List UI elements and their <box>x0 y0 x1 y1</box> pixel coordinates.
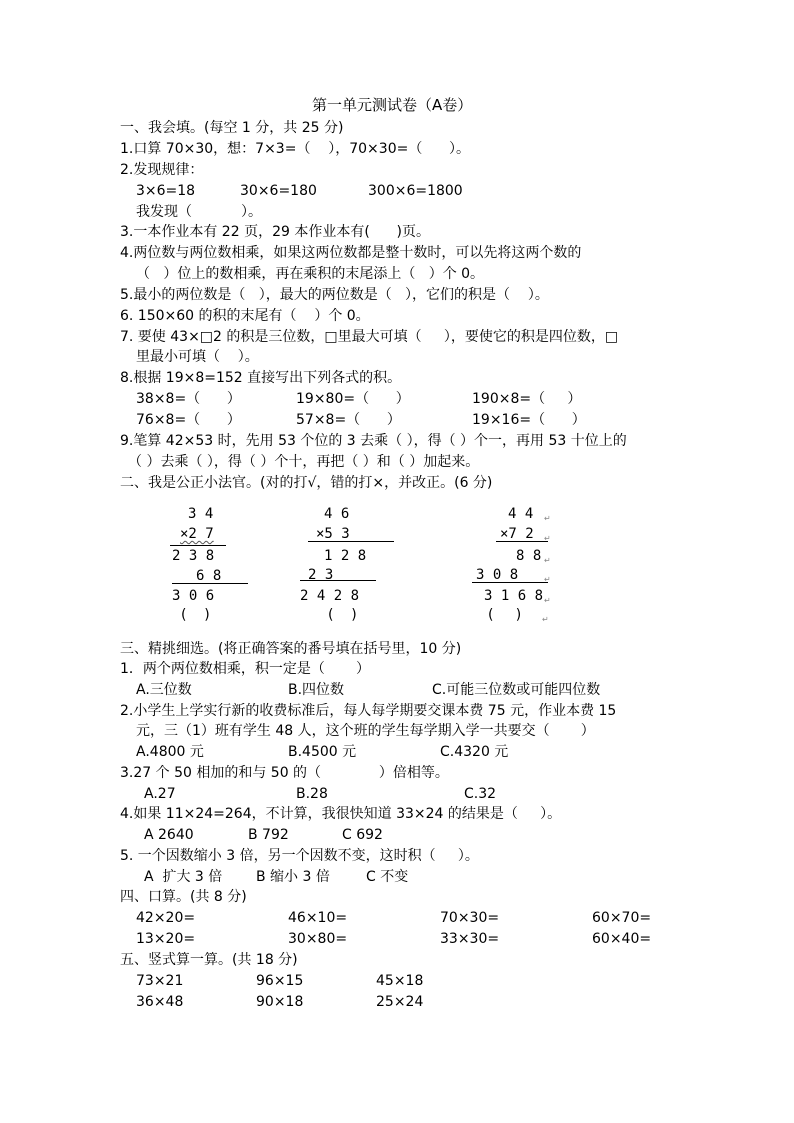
s1-q6: 6. 150×60 的积的末尾有（ ）个 0。 <box>120 308 370 324</box>
s3-q2-option-c: C.4320 元 <box>440 744 509 760</box>
s1-q2: 2.发现规律： <box>120 162 204 178</box>
calc-1-partial-2: 6 8 <box>196 568 222 584</box>
s1-q4-line1: 4.两位数与两位数相乘，如果这两位数都是整十数时，可以先将这两个数的 <box>120 245 582 261</box>
s1-q8-item: 19×16=（ ） <box>472 412 586 428</box>
s1-q8: 8.根据 19×8=152 直接写出下列各式的积。 <box>120 370 402 386</box>
calc-1-multiplicand: 3 4 <box>188 506 214 522</box>
s3-q2-option-a: A.4800 元 <box>136 744 204 760</box>
s3-q2-line2: 元，三（1）班有学生 48 人，这个班的学生每学期入学一共要交（ ） <box>136 723 595 739</box>
s3-q4-option-c: C 692 <box>342 827 383 843</box>
s5-item: 25×24 <box>376 994 424 1010</box>
calc-2-multiplicand: 4 6 <box>324 506 350 522</box>
s1-q2-pattern-a: 3×6=18 <box>136 183 196 199</box>
calc-1-partial-1: 2 3 8 <box>172 548 215 564</box>
s1-q8-item: 19×80=（ ） <box>296 391 410 407</box>
s3-q4: 4.如果 11×24=264，不计算，我很快知道 33×24 的结果是（ ）。 <box>120 806 562 822</box>
calc-2-partial-2: 2 3 <box>308 567 334 583</box>
s5-item: 73×21 <box>136 973 184 989</box>
s1-q5: 5.最小的两位数是（ ），最大的两位数是（ ），它们的积是（ ）。 <box>120 287 549 303</box>
s3-q1-option-c: C.可能三位数或可能四位数 <box>432 682 601 698</box>
paragraph-mark-icon: ↵ <box>544 596 551 605</box>
s1-q9-line1: 9.笔算 42×53 时，先用 53 个位的 3 去乘（ ），得（ ）个一，再用 53 十位上的 <box>120 433 627 449</box>
section-5-heading: 五、竖式算一算。(共 18 分) <box>120 952 298 968</box>
calc-1-line-2 <box>172 583 248 584</box>
s3-q2-option-b: B.4500 元 <box>288 744 357 760</box>
page-title: 第一单元测试卷（A卷） <box>312 96 473 114</box>
s5-item: 36×48 <box>136 994 184 1010</box>
paragraph-mark-icon: ↵ <box>544 534 551 543</box>
calc-1-product: 3 0 6 <box>172 588 215 604</box>
s4-item: 33×30= <box>440 931 500 947</box>
s1-q7-line2: 里最小可填（ ）。 <box>136 349 259 365</box>
s5-item: 45×18 <box>376 973 424 989</box>
s1-q3: 3.一本作业本有 22 页，29 本作业本有( )页。 <box>120 224 430 240</box>
s3-q1: 1．两个两位数相乘，积一定是（ ） <box>120 661 371 677</box>
s3-q5-option-c: C 不变 <box>366 869 409 885</box>
calc-3-multiplier: ×7 2 <box>500 526 534 542</box>
s1-q8-item: 38×8=（ ） <box>136 391 241 407</box>
calc-2-product: 2 4 2 8 <box>300 588 360 604</box>
s3-q4-option-b: B 792 <box>248 827 289 843</box>
calc-3-line-1 <box>496 541 548 542</box>
s3-q4-option-a: A 2640 <box>144 827 194 843</box>
calc-3-judge-blank: ( ) <box>488 607 522 623</box>
calc-2-line-2 <box>300 580 376 581</box>
calc-2-partial-1: 1 2 8 <box>324 548 367 564</box>
s3-q1-option-b: B.四位数 <box>288 682 345 698</box>
s4-item: 70×30= <box>440 910 500 926</box>
s1-q7-line1: 7. 要使 43×□2 的积是三位数，□里最大可填（ ），要使它的积是四位数，□ <box>120 329 619 345</box>
s3-q5-option-a: A 扩大 3 倍 <box>144 869 223 885</box>
s3-q2-line1: 2.小学生上学实行新的收费标准后，每人每学期要交课本费 75 元，作业本费 15 <box>120 703 617 719</box>
s1-q4-line2: （ ）位上的数相乘，再在乘积的末尾添上（ ）个 0。 <box>136 266 485 282</box>
s4-item: 13×20= <box>136 931 196 947</box>
calc-2-line-1 <box>308 541 394 542</box>
calc-1-multiplier: ×2 7 <box>180 526 214 542</box>
calc-1-judge-blank: ( ) <box>181 607 210 623</box>
s3-q3-option-b: B.28 <box>296 786 328 802</box>
s3-q3-option-c: C.32 <box>464 786 497 802</box>
calc-1-line-1 <box>170 545 226 546</box>
s3-q3-option-a: A.27 <box>144 786 176 802</box>
paragraph-mark-icon: ↵ <box>544 575 551 584</box>
s1-q2-blank: 我发现（ ）。 <box>136 204 262 220</box>
calc-2-multiplier: ×5 3 <box>316 526 350 542</box>
s5-item: 96×15 <box>256 973 304 989</box>
s1-q2-pattern-c: 300×6=1800 <box>368 183 463 199</box>
calc-3-partial-2: 3 0 8 <box>476 567 519 583</box>
s3-q3: 3.27 个 50 相加的和与 50 的（ ）倍相等。 <box>120 765 449 781</box>
s1-q2-pattern-b: 30×6=180 <box>240 183 317 199</box>
s4-item: 42×20= <box>136 910 196 926</box>
calc-3-product: 3 1 6 8 <box>484 588 544 604</box>
calc-2-judge-blank: ( ) <box>328 607 357 623</box>
s4-item: 30×80= <box>288 931 348 947</box>
calc-3-multiplicand: 4 4 <box>508 506 534 522</box>
s1-q8-item: 76×8=（ ） <box>136 412 241 428</box>
section-4-heading: 四、口算。(共 8 分) <box>120 889 247 905</box>
s3-q5: 5. 一个因数缩小 3 倍，另一个因数不变，这时积（ ）。 <box>120 848 479 864</box>
s4-item: 46×10= <box>288 910 348 926</box>
section-2-heading: 二、我是公正小法官。(对的打√，错的打×，并改正。(6 分) <box>120 475 493 491</box>
s5-item: 90×18 <box>256 994 304 1010</box>
s1-q8-item: 57×8=（ ） <box>296 412 401 428</box>
s1-q9-line2: （ ）去乘（ ），得（ ）个十，再把（ ）和（ ）加起来。 <box>128 454 480 470</box>
calc-3-line-2 <box>472 582 548 583</box>
s3-q1-option-a: A.三位数 <box>136 682 192 698</box>
calc-3-partial-1: 8 8 <box>516 548 542 564</box>
s1-q8-item: 190×8=（ ） <box>472 391 582 407</box>
paragraph-mark-icon: ↵ <box>544 514 551 523</box>
paragraph-mark-icon: ↵ <box>544 556 551 565</box>
section-3-heading: 三、精挑细选。(将正确答案的番号填在括号里，10 分) <box>120 641 462 657</box>
s3-q5-option-b: B 缩小 3 倍 <box>256 869 330 885</box>
s1-q1: 1.口算 70×30，想：7×3=（ ），70×30=（ ）。 <box>120 141 471 157</box>
section-1-heading: 一、我会填。(每空 1 分，共 25 分) <box>120 120 344 136</box>
paragraph-mark-icon: ↵ <box>542 615 549 624</box>
s4-item: 60×40= <box>592 931 652 947</box>
s4-item: 60×70= <box>592 910 652 926</box>
